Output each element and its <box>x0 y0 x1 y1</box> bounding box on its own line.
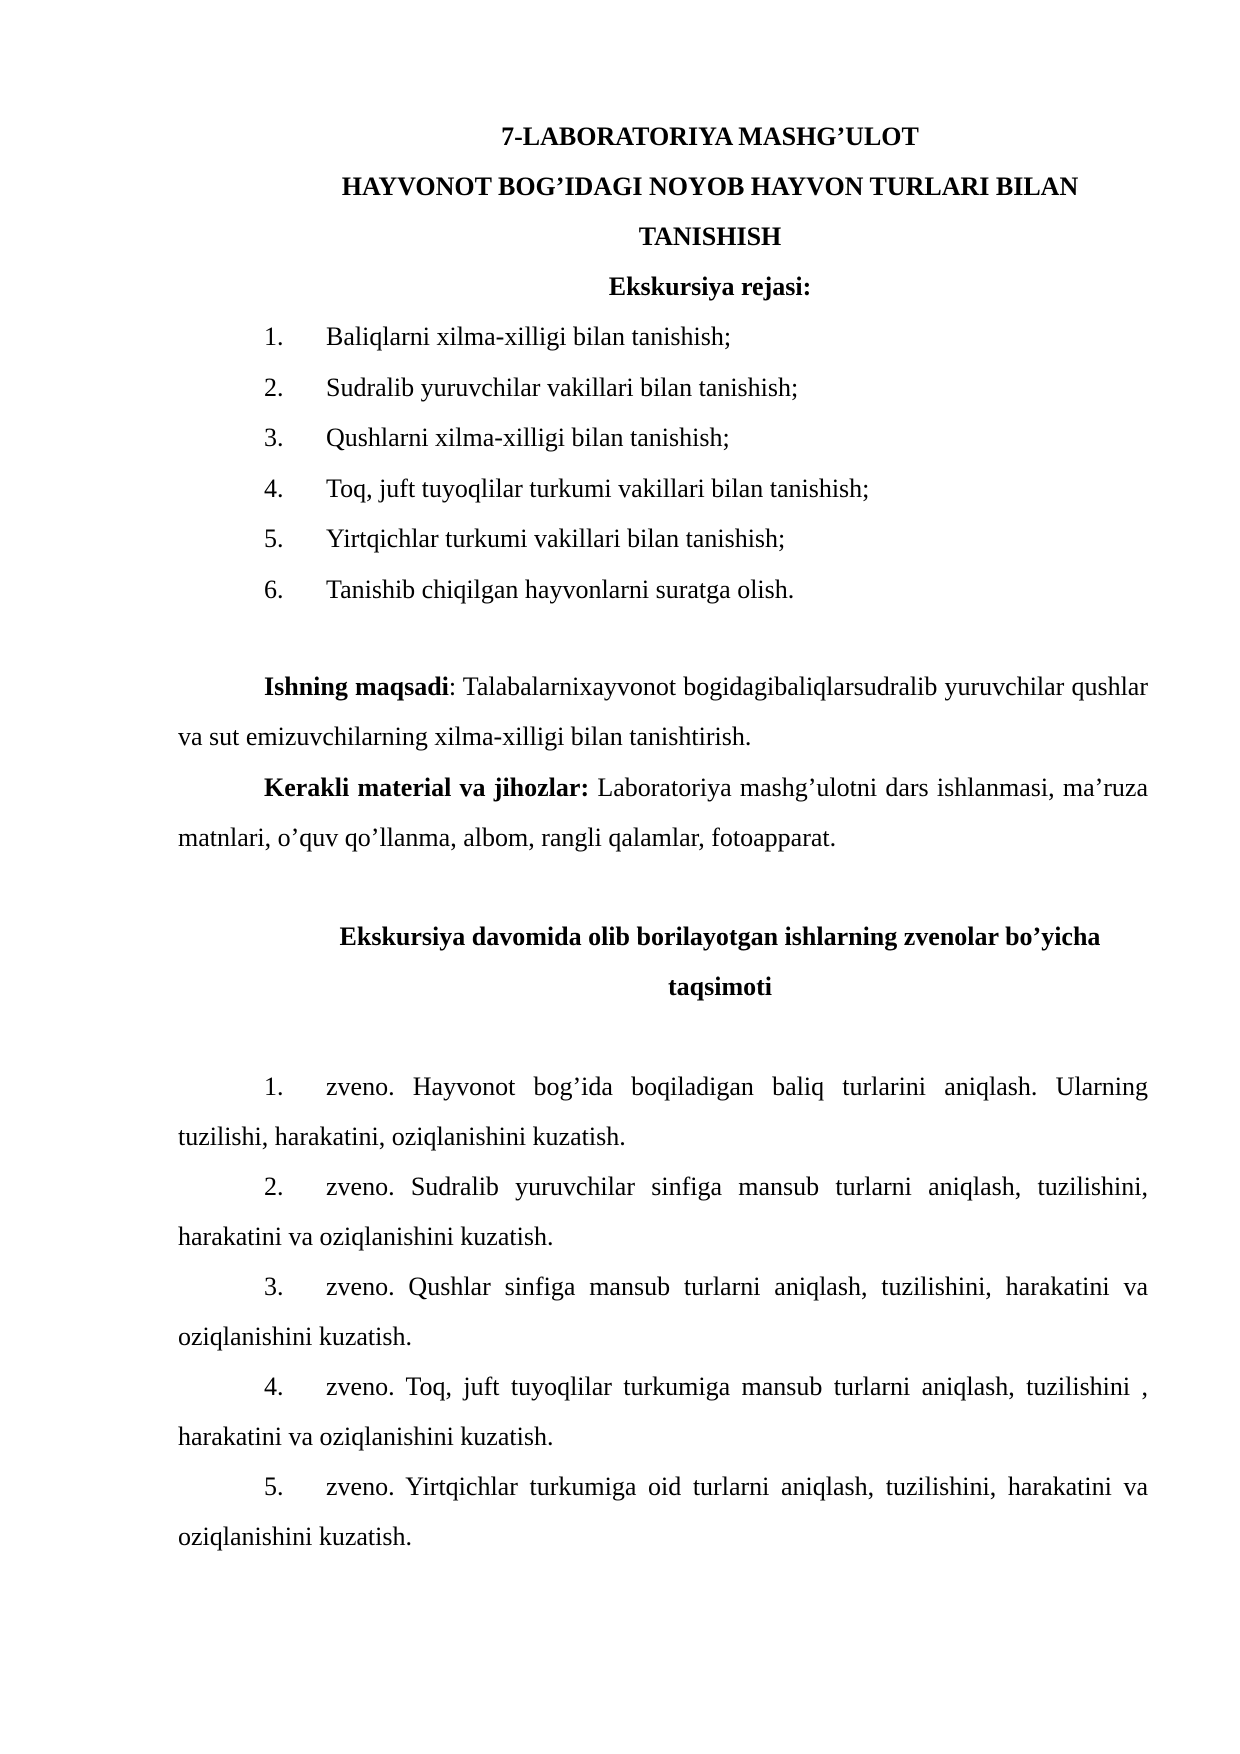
section-heading-line-1: Ekskursiya davomida olib borilayotgan ishlarning zvenolar bo’yicha <box>339 922 1101 951</box>
plan-item <box>264 464 869 515</box>
plan-item-number: 6. <box>264 574 284 604</box>
plan-item-text: Qushlarni xilma-xilligi bilan tanishish; <box>326 423 730 452</box>
zveno-item-number: 5. <box>264 1472 284 1501</box>
zveno-item <box>178 1062 1148 1162</box>
zveno-item-number: 3. <box>264 1272 284 1301</box>
zveno-item-text: zveno. Toq, juft tuyoqlilar turkumiga mansub turlarni aniqlash, tuzilishini , harakatini va oziqlanishini kuzatish. <box>178 1372 1148 1451</box>
plan-item <box>264 514 869 565</box>
plan-item-number: 4. <box>264 473 284 503</box>
plan-item-number: 1. <box>264 322 284 351</box>
zveno-item-number: 4. <box>264 1372 284 1401</box>
goal-text: : Talabalarnixayvonot bogidagibaliqlarsudralib yuruvchilar qushlar va sut emizuvchilarning xilma-xilligi bilan tanishtirish. <box>178 672 1148 751</box>
zveno-item <box>178 1162 1148 1262</box>
materials-paragraph <box>178 763 1148 863</box>
plan-item-number: 3. <box>264 423 284 452</box>
plan-item <box>264 565 869 616</box>
zveno-item-text: zveno. Hayvonot bog’ida boqiladigan baliq turlarini aniqlash. Ularning tuzilishi, harakatini, oziqlanishini kuzatish. <box>178 1072 1148 1151</box>
zveno-item-text: zveno. Yirtqichlar turkumiga oid turlarni aniqlash, tuzilishini, harakatini va oziqlanishini kuzatish. <box>178 1472 1148 1551</box>
goal-paragraph <box>178 662 1148 762</box>
materials-label: Kerakli material va jihozlar: <box>264 773 590 802</box>
plan-item <box>264 363 869 414</box>
plan-item <box>264 312 869 363</box>
plan-list <box>264 312 869 615</box>
zveno-list <box>178 1062 1148 1562</box>
section-heading <box>260 912 1180 1012</box>
plan-item-text: Yirtqichlar turkumi vakillari bilan tanishish; <box>326 524 786 553</box>
zveno-item-text: zveno. Qushlar sinfiga mansub turlarni aniqlash, tuzilishini, harakatini va oziqlanishini kuzatish. <box>178 1272 1148 1351</box>
zveno-item <box>178 1262 1148 1362</box>
plan-item-text: Sudralib yuruvchilar vakillari bilan tanishish; <box>326 372 799 402</box>
plan-item-text: Baliqlarni xilma-xilligi bilan tanishish; <box>326 322 732 351</box>
plan-item-text: Tanishib chiqilgan hayvonlarni suratga olish. <box>326 574 795 604</box>
title-line-2: HAYVONOT BOG’IDAGI NOYOB HAYVON TURLARI BILAN <box>341 172 1079 201</box>
zveno-item-number: 1. <box>264 1072 284 1101</box>
plan-item-number: 2. <box>264 372 284 402</box>
goal-label: Ishning maqsadi <box>264 672 449 701</box>
plan-heading: Ekskursiya rejasi: <box>608 272 812 301</box>
zveno-item <box>178 1462 1148 1562</box>
plan-item-number: 5. <box>264 524 284 553</box>
zveno-item-text: zveno. Sudralib yuruvchilar sinfiga mansub turlarni aniqlash, tuzilishini, harakatini va oziqlanishini kuzatish. <box>178 1172 1148 1251</box>
document-title <box>280 112 1140 262</box>
plan-item <box>264 413 869 464</box>
zveno-item-number: 2. <box>264 1172 284 1201</box>
plan-item-text: Toq, juft tuyoqlilar turkumi vakillari bilan tanishish; <box>326 473 870 503</box>
zveno-item <box>178 1362 1148 1462</box>
title-line-1: 7-LABORATORIYA MASHG’ULOT <box>501 122 919 151</box>
title-line-3: TANISHISH <box>638 222 782 251</box>
materials-text: Laboratoriya mashg’ulotni dars ishlanmasi, ma’ruza matnlari, o’quv qo’llanma, albom, rangli qalamlar, fotoapparat. <box>178 773 1149 852</box>
section-heading-line-2: taqsimoti <box>668 972 772 1001</box>
